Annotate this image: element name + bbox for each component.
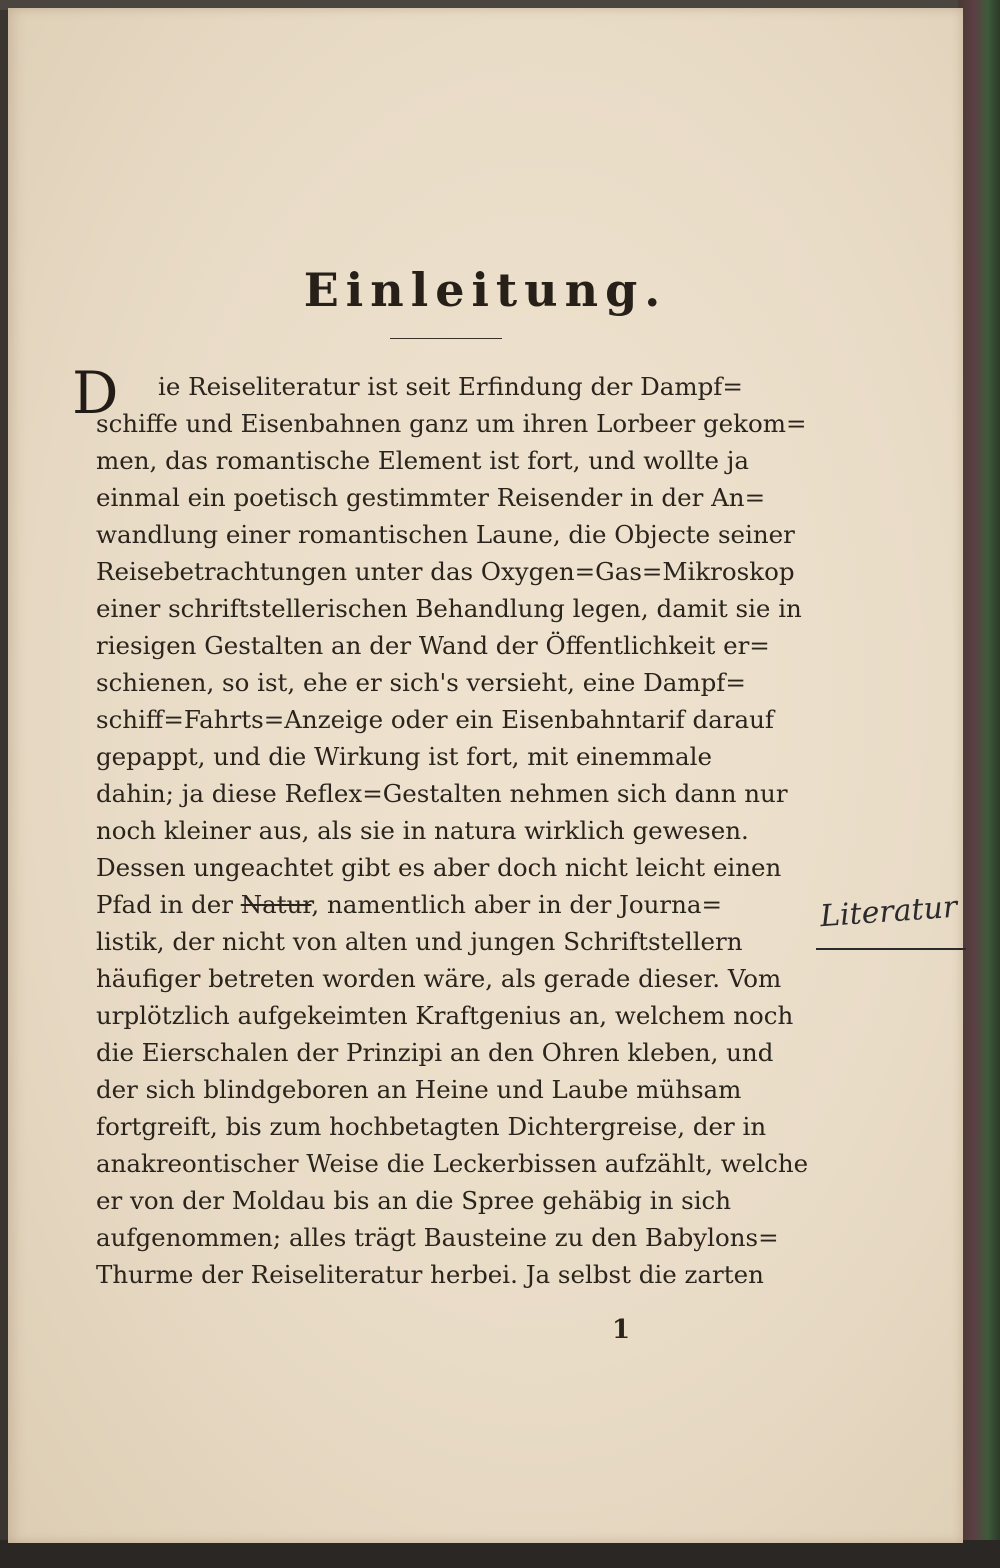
- book-cover-bottom-edge: [0, 1540, 1000, 1568]
- text-line: wandlung einer romantischen Laune, die Objecte seiner: [96, 520, 795, 549]
- text-line: gepappt, und die Wirkung ist fort, mit einemmale: [96, 742, 712, 771]
- body-text: [96, 368, 809, 1293]
- text-segment: , namentlich aber in der Journa=: [311, 890, 723, 919]
- text-line: fortgreift, bis zum hochbetagten Dichtergreise, der in: [96, 1112, 767, 1141]
- text-line: men, das romantische Element ist fort, und wollte ja: [96, 446, 749, 475]
- text-line: ie Reiseliteratur ist seit Erfindung der Dampf=: [158, 372, 743, 401]
- text-line: Dessen ungeachtet gibt es aber doch nicht leicht einen: [96, 853, 782, 882]
- text-line: listik, der nicht von alten und jungen Schriftstellern: [96, 927, 743, 956]
- text-line: einer schriftstellerischen Behandlung legen, damit sie in: [96, 594, 802, 623]
- text-line: riesigen Gestalten an der Wand der Öffentlichkeit er=: [96, 631, 770, 660]
- struck-word: Natur: [240, 890, 312, 919]
- text-segment: Pfad in der: [96, 890, 241, 919]
- text-line: anakreontischer Weise die Leckerbissen aufzählt, welche: [96, 1149, 809, 1178]
- margin-note-underline: [816, 948, 966, 950]
- drop-initial: D: [72, 359, 119, 427]
- text-line: noch kleiner aus, als sie in natura wirklich gewesen.: [96, 816, 749, 845]
- text-line: der sich blindgeboren an Heine und Laube mühsam: [96, 1075, 742, 1104]
- book-page: [8, 8, 963, 1543]
- text-line: die Eierschalen der Prinzipi an den Ohren kleben, und: [96, 1038, 774, 1067]
- text-line: dahin; ja diese Reflex=Gestalten nehmen sich dann nur: [96, 779, 788, 808]
- handwritten-margin-note: Literatur: [818, 889, 959, 935]
- text-line: einmal ein poetisch gestimmter Reisender in der An=: [96, 483, 766, 512]
- text-line: [96, 886, 796, 923]
- text-line: er von der Moldau bis an die Spree gehäbig in sich: [96, 1186, 732, 1215]
- text-line: schienen, so ist, ehe er sich's versieht, eine Dampf=: [96, 668, 746, 697]
- text-line: Thurme der Reiseliteratur herbei. Ja selbst die zarten: [96, 1260, 764, 1289]
- text-line: häufiger betreten worden wäre, als gerade dieser. Vom: [96, 964, 782, 993]
- text-line: schiff=Fahrts=Anzeige oder ein Eisenbahntarif darauf: [96, 705, 774, 734]
- chapter-heading: Einleitung.: [303, 263, 668, 317]
- text-line: aufgenommen; alles trägt Bausteine zu den Babylons=: [96, 1223, 779, 1252]
- book-cover-right-edge: [958, 0, 1000, 1568]
- text-line: schiffe und Eisenbahnen ganz um ihren Lorbeer gekom=: [96, 409, 807, 438]
- page-number: 1: [612, 1315, 631, 1345]
- text-line: urplötzlich aufgekeimten Kraftgenius an, welchem noch: [96, 1001, 794, 1030]
- text-line: Reisebetrachtungen unter das Oxygen=Gas=Mikroskop: [96, 557, 795, 586]
- heading-rule: [390, 338, 502, 339]
